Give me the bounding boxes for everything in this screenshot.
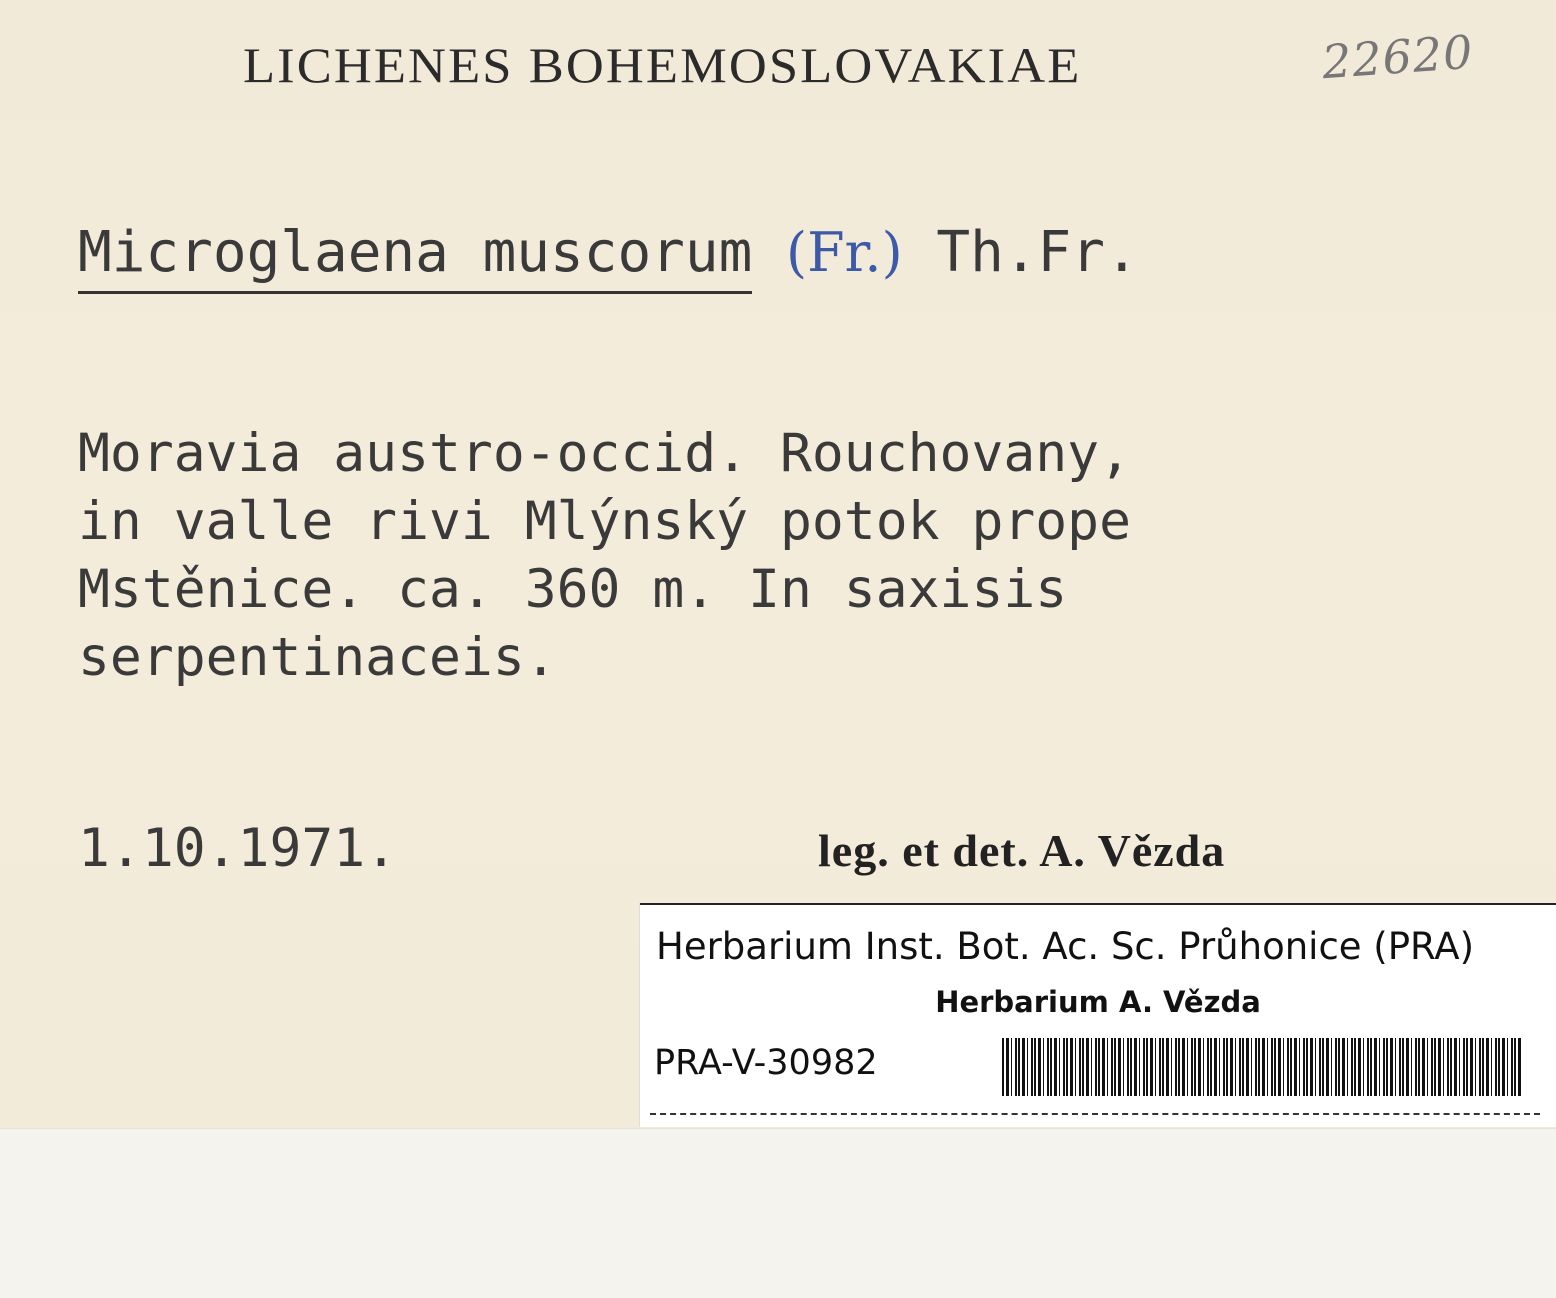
background-strip xyxy=(0,1128,1556,1298)
species-name: Microglaena muscorum xyxy=(78,220,752,294)
paren-author: (Fr.) xyxy=(786,221,903,284)
handwritten-number: 22620 xyxy=(1320,24,1476,90)
locality-line: in valle rivi Mlýnský potok prope xyxy=(78,491,1131,552)
taxon-name xyxy=(78,220,1139,294)
collection-date: 1.10.1971. xyxy=(78,818,398,879)
locality-line: Mstěnice. ca. 360 m. In saxisis xyxy=(78,559,1068,620)
herbarium-label xyxy=(640,903,1556,1127)
locality-text xyxy=(78,420,1131,692)
collector: leg. et det. A. Vězda xyxy=(818,825,1226,876)
collection-name: Herbarium A. Vězda xyxy=(935,985,1261,1019)
institution: Herbarium Inst. Bot. Ac. Sc. Průhonice (PRA) xyxy=(656,925,1475,968)
locality-line: Moravia austro-occid. Rouchovany, xyxy=(78,423,1131,484)
barcode xyxy=(1002,1038,1522,1096)
series-title: LICHENES BOHEMOSLOVAKIAE xyxy=(243,37,1082,93)
specimen-id: PRA-V-30982 xyxy=(654,1043,878,1083)
locality-line: serpentinaceis. xyxy=(78,627,557,688)
cut-line xyxy=(650,1113,1540,1115)
author: Th.Fr. xyxy=(936,220,1139,285)
